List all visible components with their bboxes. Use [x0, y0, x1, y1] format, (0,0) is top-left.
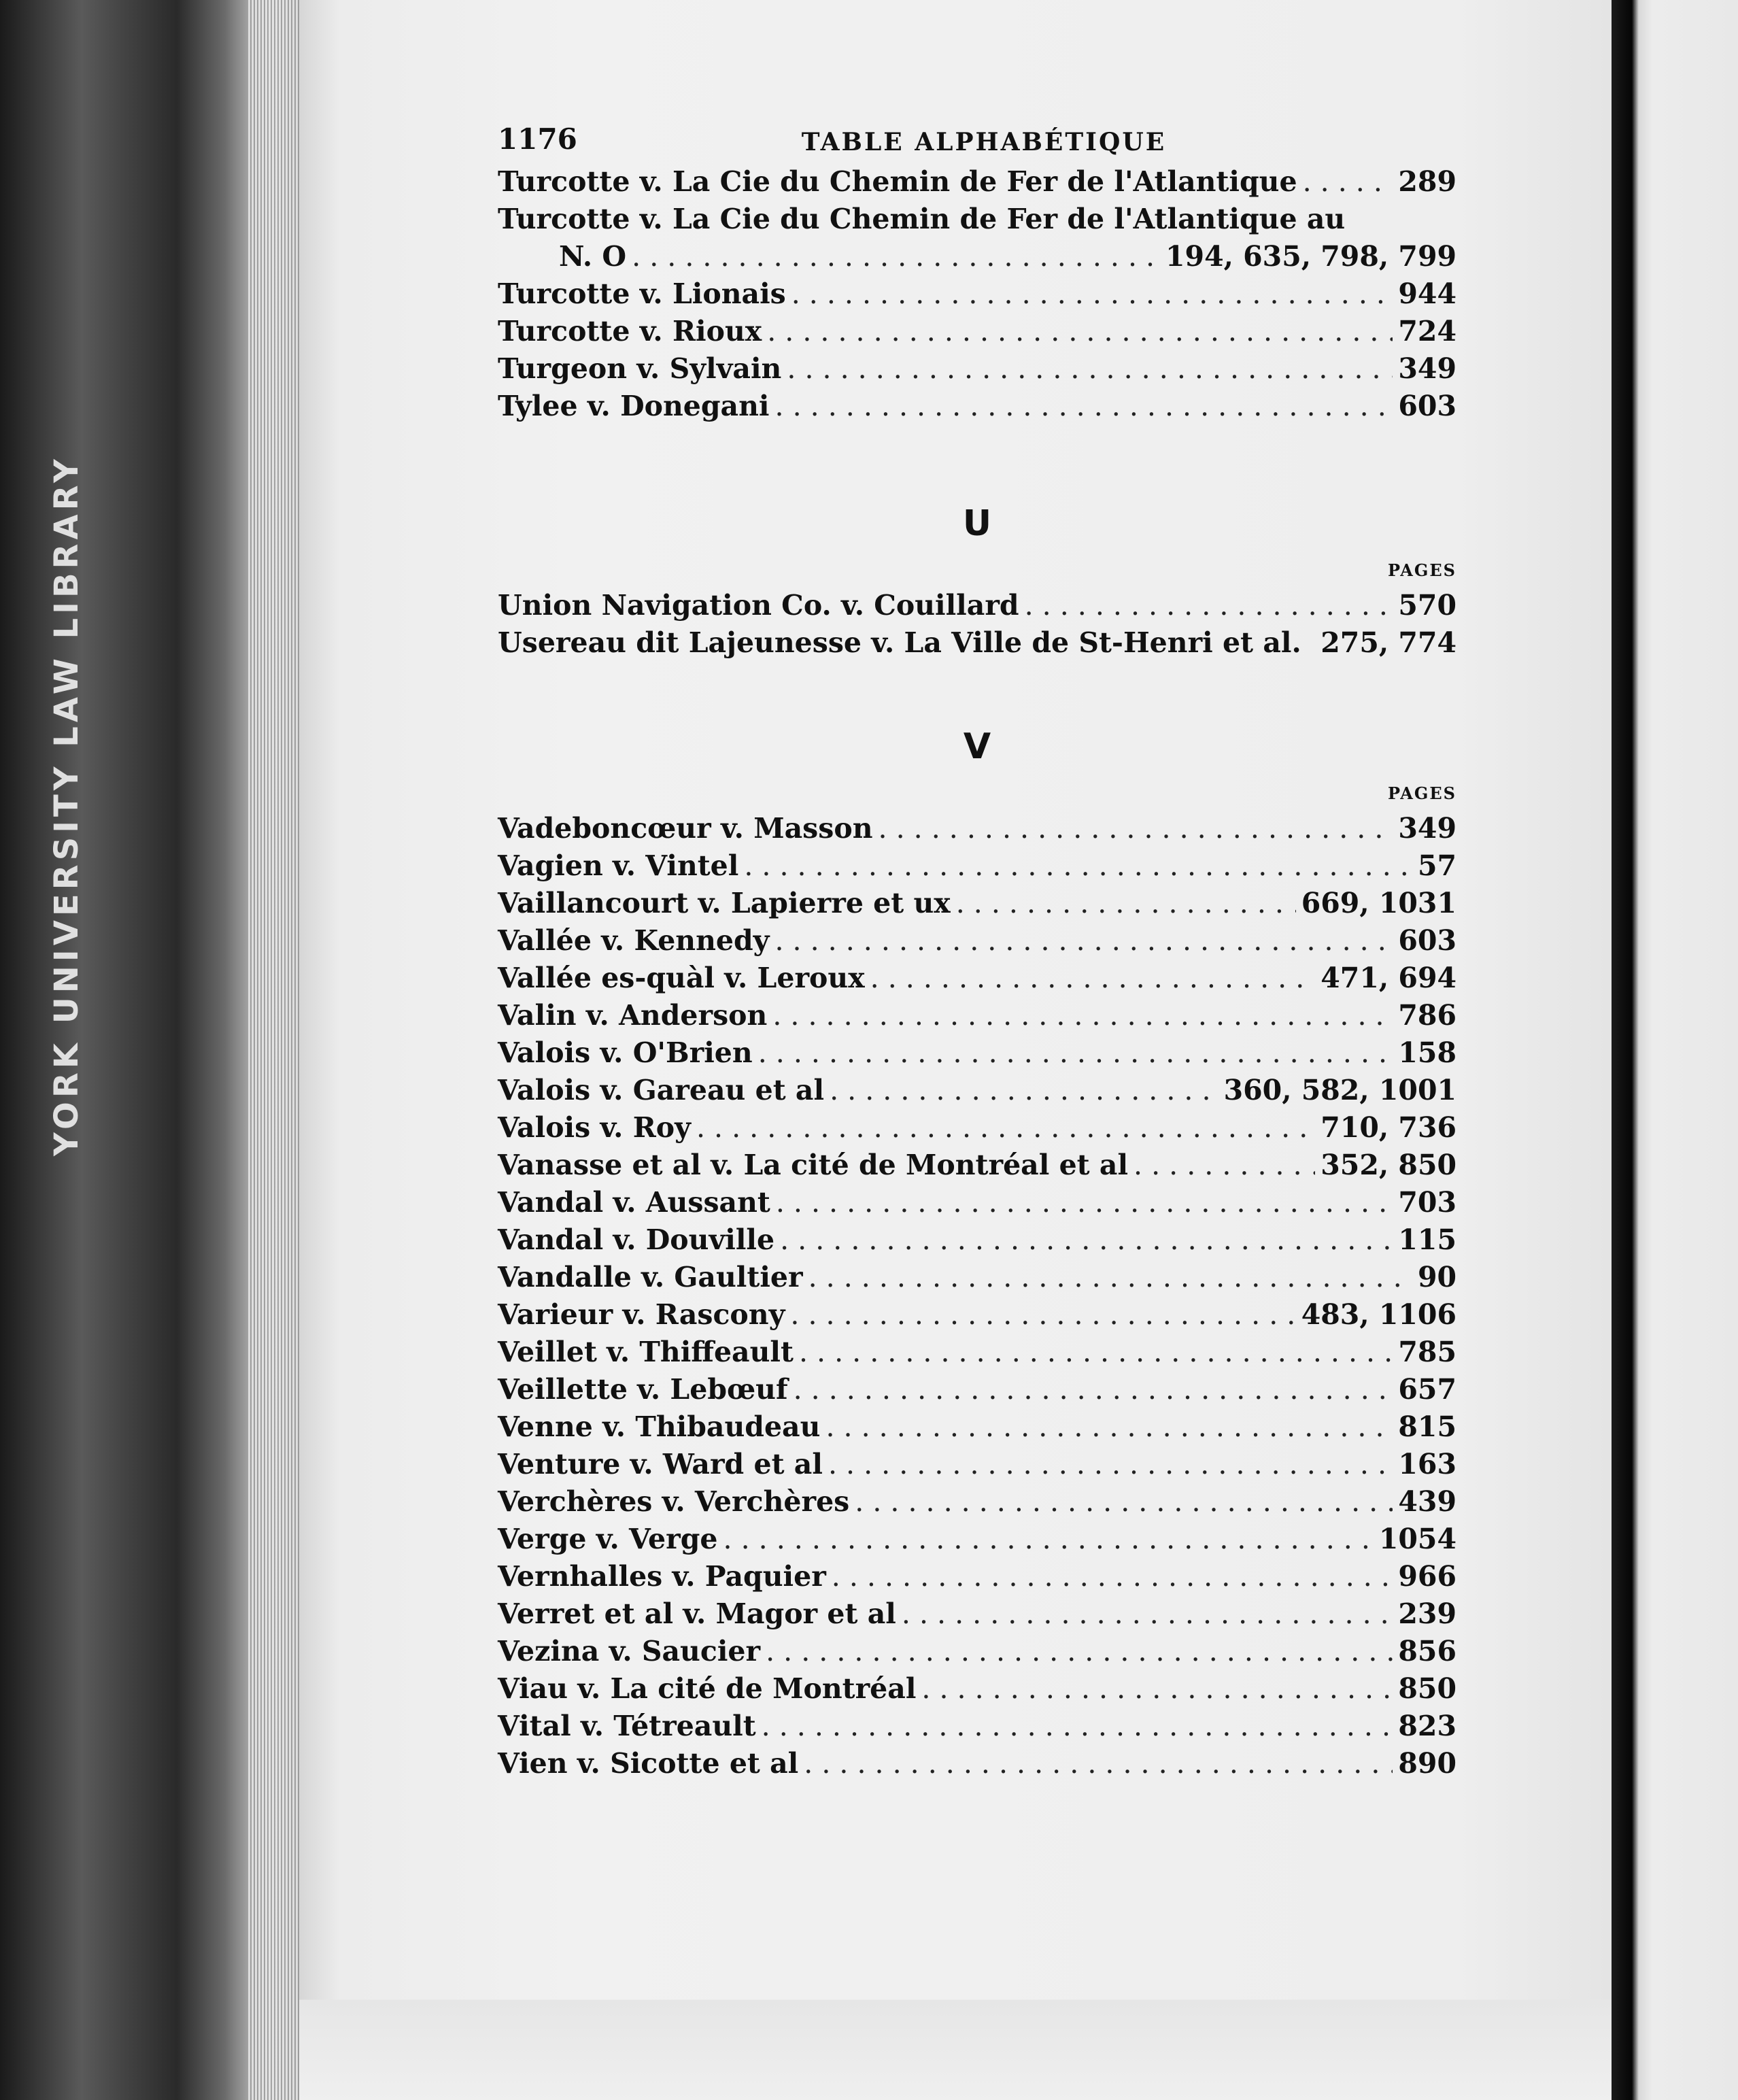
- entry-name: Tylee v. Donegani: [498, 390, 770, 422]
- index-entry: [498, 997, 1456, 1034]
- spine-stamp: YORK UNIVERSITY LAW LIBRARY: [48, 455, 86, 1156]
- dot-leader: [780, 1221, 1393, 1259]
- entry-pages: 710, 736: [1320, 1111, 1456, 1144]
- entry-name: Vagien v. Vintel: [498, 849, 739, 882]
- index-entry: [498, 388, 1456, 425]
- dot-leader: [774, 922, 1393, 960]
- entry-pages: 158: [1398, 1036, 1456, 1069]
- dot-leader: [1025, 587, 1393, 624]
- dot-leader: [870, 960, 1316, 997]
- index-entry: [498, 1708, 1456, 1745]
- entry-pages: 194, 635, 798, 799: [1165, 240, 1456, 273]
- index-entry: [498, 1371, 1456, 1408]
- index-entry: [498, 847, 1456, 885]
- entry-pages: 163: [1398, 1448, 1456, 1480]
- entry-pages: 815: [1398, 1410, 1456, 1443]
- dot-leader: [855, 1483, 1393, 1521]
- dot-leader: [790, 1296, 1295, 1334]
- section-letter-v: V: [963, 726, 991, 767]
- index-entry: [498, 1034, 1456, 1072]
- entry-name: Vandalle v. Gaultier: [498, 1261, 803, 1293]
- index-entry: [498, 163, 1456, 201]
- index-entry: [498, 1745, 1456, 1782]
- index-entry: [498, 1296, 1456, 1334]
- entry-name: N. O: [559, 240, 627, 273]
- entry-pages: 360, 582, 1001: [1223, 1074, 1456, 1106]
- entry-name: Turcotte v. Rioux: [498, 315, 762, 348]
- entry-pages: 570: [1398, 589, 1456, 622]
- entry-name: Venture v. Ward et al: [498, 1448, 823, 1480]
- index-entry: [498, 1334, 1456, 1371]
- entry-pages: 603: [1398, 390, 1456, 422]
- dot-leader: [1134, 1147, 1315, 1184]
- entry-pages: 471, 694: [1320, 962, 1456, 994]
- dot-leader: [766, 1633, 1393, 1670]
- dot-leader: [775, 388, 1393, 425]
- entry-name: Vallée v. Kennedy: [498, 924, 770, 957]
- entry-pages: 349: [1398, 352, 1456, 385]
- section-letter-u: U: [962, 503, 992, 544]
- dot-leader: [794, 1371, 1393, 1408]
- dot-leader: [772, 997, 1393, 1034]
- dot-leader: [799, 1334, 1393, 1371]
- entry-pages: 850: [1398, 1672, 1456, 1705]
- dot-leader: [758, 1034, 1393, 1072]
- dot-leader: [921, 1670, 1393, 1708]
- entry-name: Vernhalles v. Paquier: [498, 1560, 826, 1593]
- index-entry: [498, 275, 1456, 313]
- entry-pages: 239: [1398, 1597, 1456, 1630]
- index-entry: [498, 1259, 1456, 1296]
- page-number: 1176: [498, 122, 577, 156]
- entry-name: Turcotte v. Lionais: [498, 277, 786, 310]
- page-bottom: [299, 1972, 1612, 2100]
- index-entry-continuation: [498, 238, 1456, 275]
- entry-pages: 57: [1417, 849, 1456, 882]
- entry-name: Venne v. Thibaudeau: [498, 1410, 821, 1443]
- dot-leader: [696, 1109, 1315, 1147]
- entry-pages: 1054: [1378, 1523, 1456, 1555]
- facing-page-edge: [1612, 0, 1738, 2100]
- entry-name: Valin v. Anderson: [498, 999, 768, 1032]
- dot-leader: [879, 810, 1393, 847]
- index-entry: [498, 1595, 1456, 1633]
- index-entry: [498, 350, 1456, 388]
- index-entry: [498, 313, 1456, 350]
- entry-name: Turcotte v. La Cie du Chemin de Fer de l'Atlantique au: [498, 203, 1346, 235]
- entry-name: Vadeboncœur v. Masson: [498, 812, 873, 845]
- section-t-list: [498, 163, 1456, 425]
- index-entry: [498, 1483, 1456, 1521]
- index-entry: [498, 1184, 1456, 1221]
- pages-column-label: PAGES: [1387, 560, 1456, 580]
- entry-name: Veillet v. Thiffeault: [498, 1336, 794, 1368]
- entry-pages: 275, 774: [1320, 626, 1456, 659]
- entry-name: Vanasse et al v. La cité de Montréal et al: [498, 1149, 1129, 1181]
- entry-name: Vezina v. Saucier: [498, 1635, 761, 1667]
- dot-leader: [956, 885, 1296, 922]
- entry-name: Verchères v. Verchères: [498, 1485, 850, 1518]
- entry-pages: 856: [1398, 1635, 1456, 1667]
- entry-pages: 90: [1417, 1261, 1456, 1293]
- entry-pages: 966: [1398, 1560, 1456, 1593]
- entry-pages: 890: [1398, 1747, 1456, 1780]
- entry-name: Valois v. Gareau et al: [498, 1074, 825, 1106]
- index-entry: [498, 1221, 1456, 1259]
- running-title: TABLE ALPHABÉTIQUE: [801, 128, 1167, 156]
- entry-pages: 786: [1398, 999, 1456, 1032]
- page-edges: [248, 0, 299, 2100]
- entry-name: Usereau dit Lajeunesse v. La Ville de St-Henri et al.: [498, 626, 1301, 659]
- dot-leader: [787, 350, 1393, 388]
- index-entry: [498, 922, 1456, 960]
- dot-leader: [808, 1259, 1412, 1296]
- dot-leader: [830, 1072, 1219, 1109]
- entry-name: Veillette v. Lebœuf: [498, 1373, 788, 1406]
- entry-name: Turgeon v. Sylvain: [498, 352, 782, 385]
- entry-name: Turcotte v. La Cie du Chemin de Fer de l'Atlantique: [498, 165, 1297, 198]
- entry-pages: 483, 1106: [1301, 1298, 1456, 1331]
- index-entry: [498, 1670, 1456, 1708]
- entry-name: Valois v. O'Brien: [498, 1036, 753, 1069]
- entry-pages: 439: [1398, 1485, 1456, 1518]
- entry-name: Valois v. Roy: [498, 1111, 691, 1144]
- entry-name: Union Navigation Co. v. Couillard: [498, 589, 1019, 622]
- index-entry: [498, 1072, 1456, 1109]
- dot-leader: [744, 847, 1412, 885]
- entry-pages: 352, 850: [1320, 1149, 1456, 1181]
- dot-leader: [762, 1708, 1393, 1745]
- dot-leader: [832, 1558, 1393, 1595]
- dot-leader: [902, 1595, 1393, 1633]
- dot-leader: [1303, 163, 1393, 201]
- entry-name: Vaillancourt v. Lapierre et ux: [498, 887, 951, 919]
- section-v-list: [498, 810, 1456, 1782]
- entry-pages: 115: [1398, 1223, 1456, 1256]
- dot-leader: [632, 238, 1160, 275]
- index-entry: [498, 1633, 1456, 1670]
- index-page: [498, 109, 1456, 1782]
- entry-name: Varieur v. Rascony: [498, 1298, 785, 1331]
- index-entry: [498, 1446, 1456, 1483]
- index-entry: [498, 810, 1456, 847]
- entry-pages: 703: [1398, 1186, 1456, 1219]
- index-entry: [498, 885, 1456, 922]
- entry-name: Vandal v. Douville: [498, 1223, 775, 1256]
- dot-leader: [828, 1446, 1393, 1483]
- dot-leader: [791, 275, 1393, 313]
- entry-pages: 289: [1398, 165, 1456, 198]
- index-entry: [498, 1147, 1456, 1184]
- entry-name: Vien v. Sicotte et al: [498, 1747, 799, 1780]
- entry-name: Vallée es-quàl v. Leroux: [498, 962, 865, 994]
- entry-pages: 349: [1398, 812, 1456, 845]
- index-entry: [498, 587, 1456, 624]
- index-entry: [498, 624, 1456, 662]
- dot-leader: [825, 1408, 1393, 1446]
- entry-pages: 724: [1398, 315, 1456, 348]
- dot-leader: [776, 1184, 1393, 1221]
- index-entry: [498, 1521, 1456, 1558]
- pages-column-label: PAGES: [1387, 783, 1456, 803]
- entry-name: Verret et al v. Magor et al: [498, 1597, 896, 1630]
- index-entry: [498, 1408, 1456, 1446]
- entry-name: Vandal v. Aussant: [498, 1186, 770, 1219]
- dot-leader: [723, 1521, 1374, 1558]
- entry-name: Viau v. La cité de Montréal: [498, 1672, 917, 1705]
- entry-pages: 823: [1398, 1710, 1456, 1742]
- dot-leader: [804, 1745, 1393, 1782]
- dot-leader: [767, 313, 1393, 350]
- entry-pages: 669, 1031: [1301, 887, 1456, 919]
- index-entry: [498, 960, 1456, 997]
- page-header: [498, 109, 1456, 163]
- section-u-list: [498, 587, 1456, 662]
- entry-pages: 785: [1398, 1336, 1456, 1368]
- entry-pages: 944: [1398, 277, 1456, 310]
- index-entry: [498, 1558, 1456, 1595]
- index-entry: [498, 201, 1456, 238]
- index-entry: [498, 1109, 1456, 1147]
- entry-name: Vital v. Tétreault: [498, 1710, 756, 1742]
- entry-pages: 657: [1398, 1373, 1456, 1406]
- entry-name: Verge v. Verge: [498, 1523, 718, 1555]
- entry-pages: 603: [1398, 924, 1456, 957]
